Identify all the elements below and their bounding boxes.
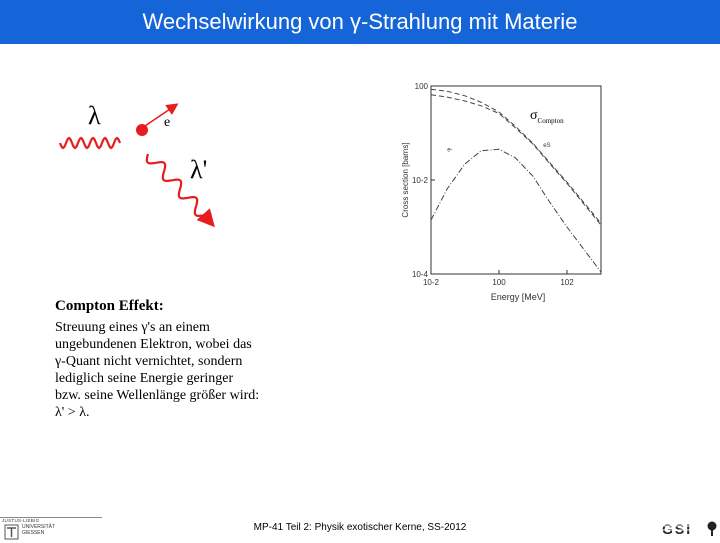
compton-diagram-svg xyxy=(50,88,240,238)
chart-annotation: eS xyxy=(543,143,551,150)
lambda-label: λ xyxy=(88,101,101,130)
cross-section-chart-svg xyxy=(398,78,610,308)
sigma-subscript: Compton xyxy=(537,116,564,125)
x-axis-label: Energy [MeV] xyxy=(490,292,546,302)
university-emblem-icon xyxy=(4,524,20,540)
x-tick-label: 10-2 xyxy=(422,278,440,287)
y-axis-label: Cross section [barns] xyxy=(401,142,410,218)
explanation-block xyxy=(55,298,260,421)
series-line-1 xyxy=(431,89,601,223)
university-logo-top: JUSTUS-LIEBIG xyxy=(2,518,40,523)
sigma-symbol: σ xyxy=(530,108,538,123)
y-tick-label: 10-4 xyxy=(411,270,428,279)
x-tick-label: 102 xyxy=(560,278,574,287)
cross-section-chart xyxy=(398,78,610,308)
footer-text: MP-41 Teil 2: Physik exotischer Kerne, SS-2012 xyxy=(253,522,467,533)
gsi-logo xyxy=(660,518,718,538)
series-line-2 xyxy=(431,95,601,225)
sigma-compton-label xyxy=(530,108,564,125)
university-logo-mid: UNIVERSITÄT xyxy=(22,524,56,530)
chart-annotation: e- xyxy=(447,147,453,154)
gsi-logo-mark xyxy=(708,522,717,531)
compton-diagram xyxy=(50,88,240,238)
series-line-3 xyxy=(431,149,601,272)
university-logo-bottom: GIESSEN xyxy=(22,530,45,536)
y-tick-label: 10-2 xyxy=(411,176,428,185)
incoming-photon-wave xyxy=(60,138,120,148)
plot-frame xyxy=(431,86,601,274)
y-tick-label: 100 xyxy=(414,82,428,91)
electron-dot xyxy=(136,124,148,136)
compton-description: Streuung eines γ's an einem ungebundenen Elektron, wobei das γ-Quant nicht vernichtet, sondern lediglich seine Energie geringer bzw. seine Wellenlänge größer wird: λ' > λ. xyxy=(55,320,260,420)
chart-series xyxy=(431,89,601,272)
x-tick-label: 100 xyxy=(492,278,506,287)
gsi-logo-text: GSI xyxy=(662,521,693,537)
chart-annotations xyxy=(447,143,550,154)
university-logo xyxy=(0,517,66,540)
electron-label: e xyxy=(164,115,171,130)
lambda-prime-label: λ' xyxy=(190,155,208,184)
compton-heading: Compton Effekt: xyxy=(55,298,164,314)
electron-recoil-arrow xyxy=(142,105,176,128)
gsi-logo-svg xyxy=(660,518,718,538)
slide-title: Wechselwirkung von γ-Strahlung mit Materie xyxy=(0,0,720,44)
